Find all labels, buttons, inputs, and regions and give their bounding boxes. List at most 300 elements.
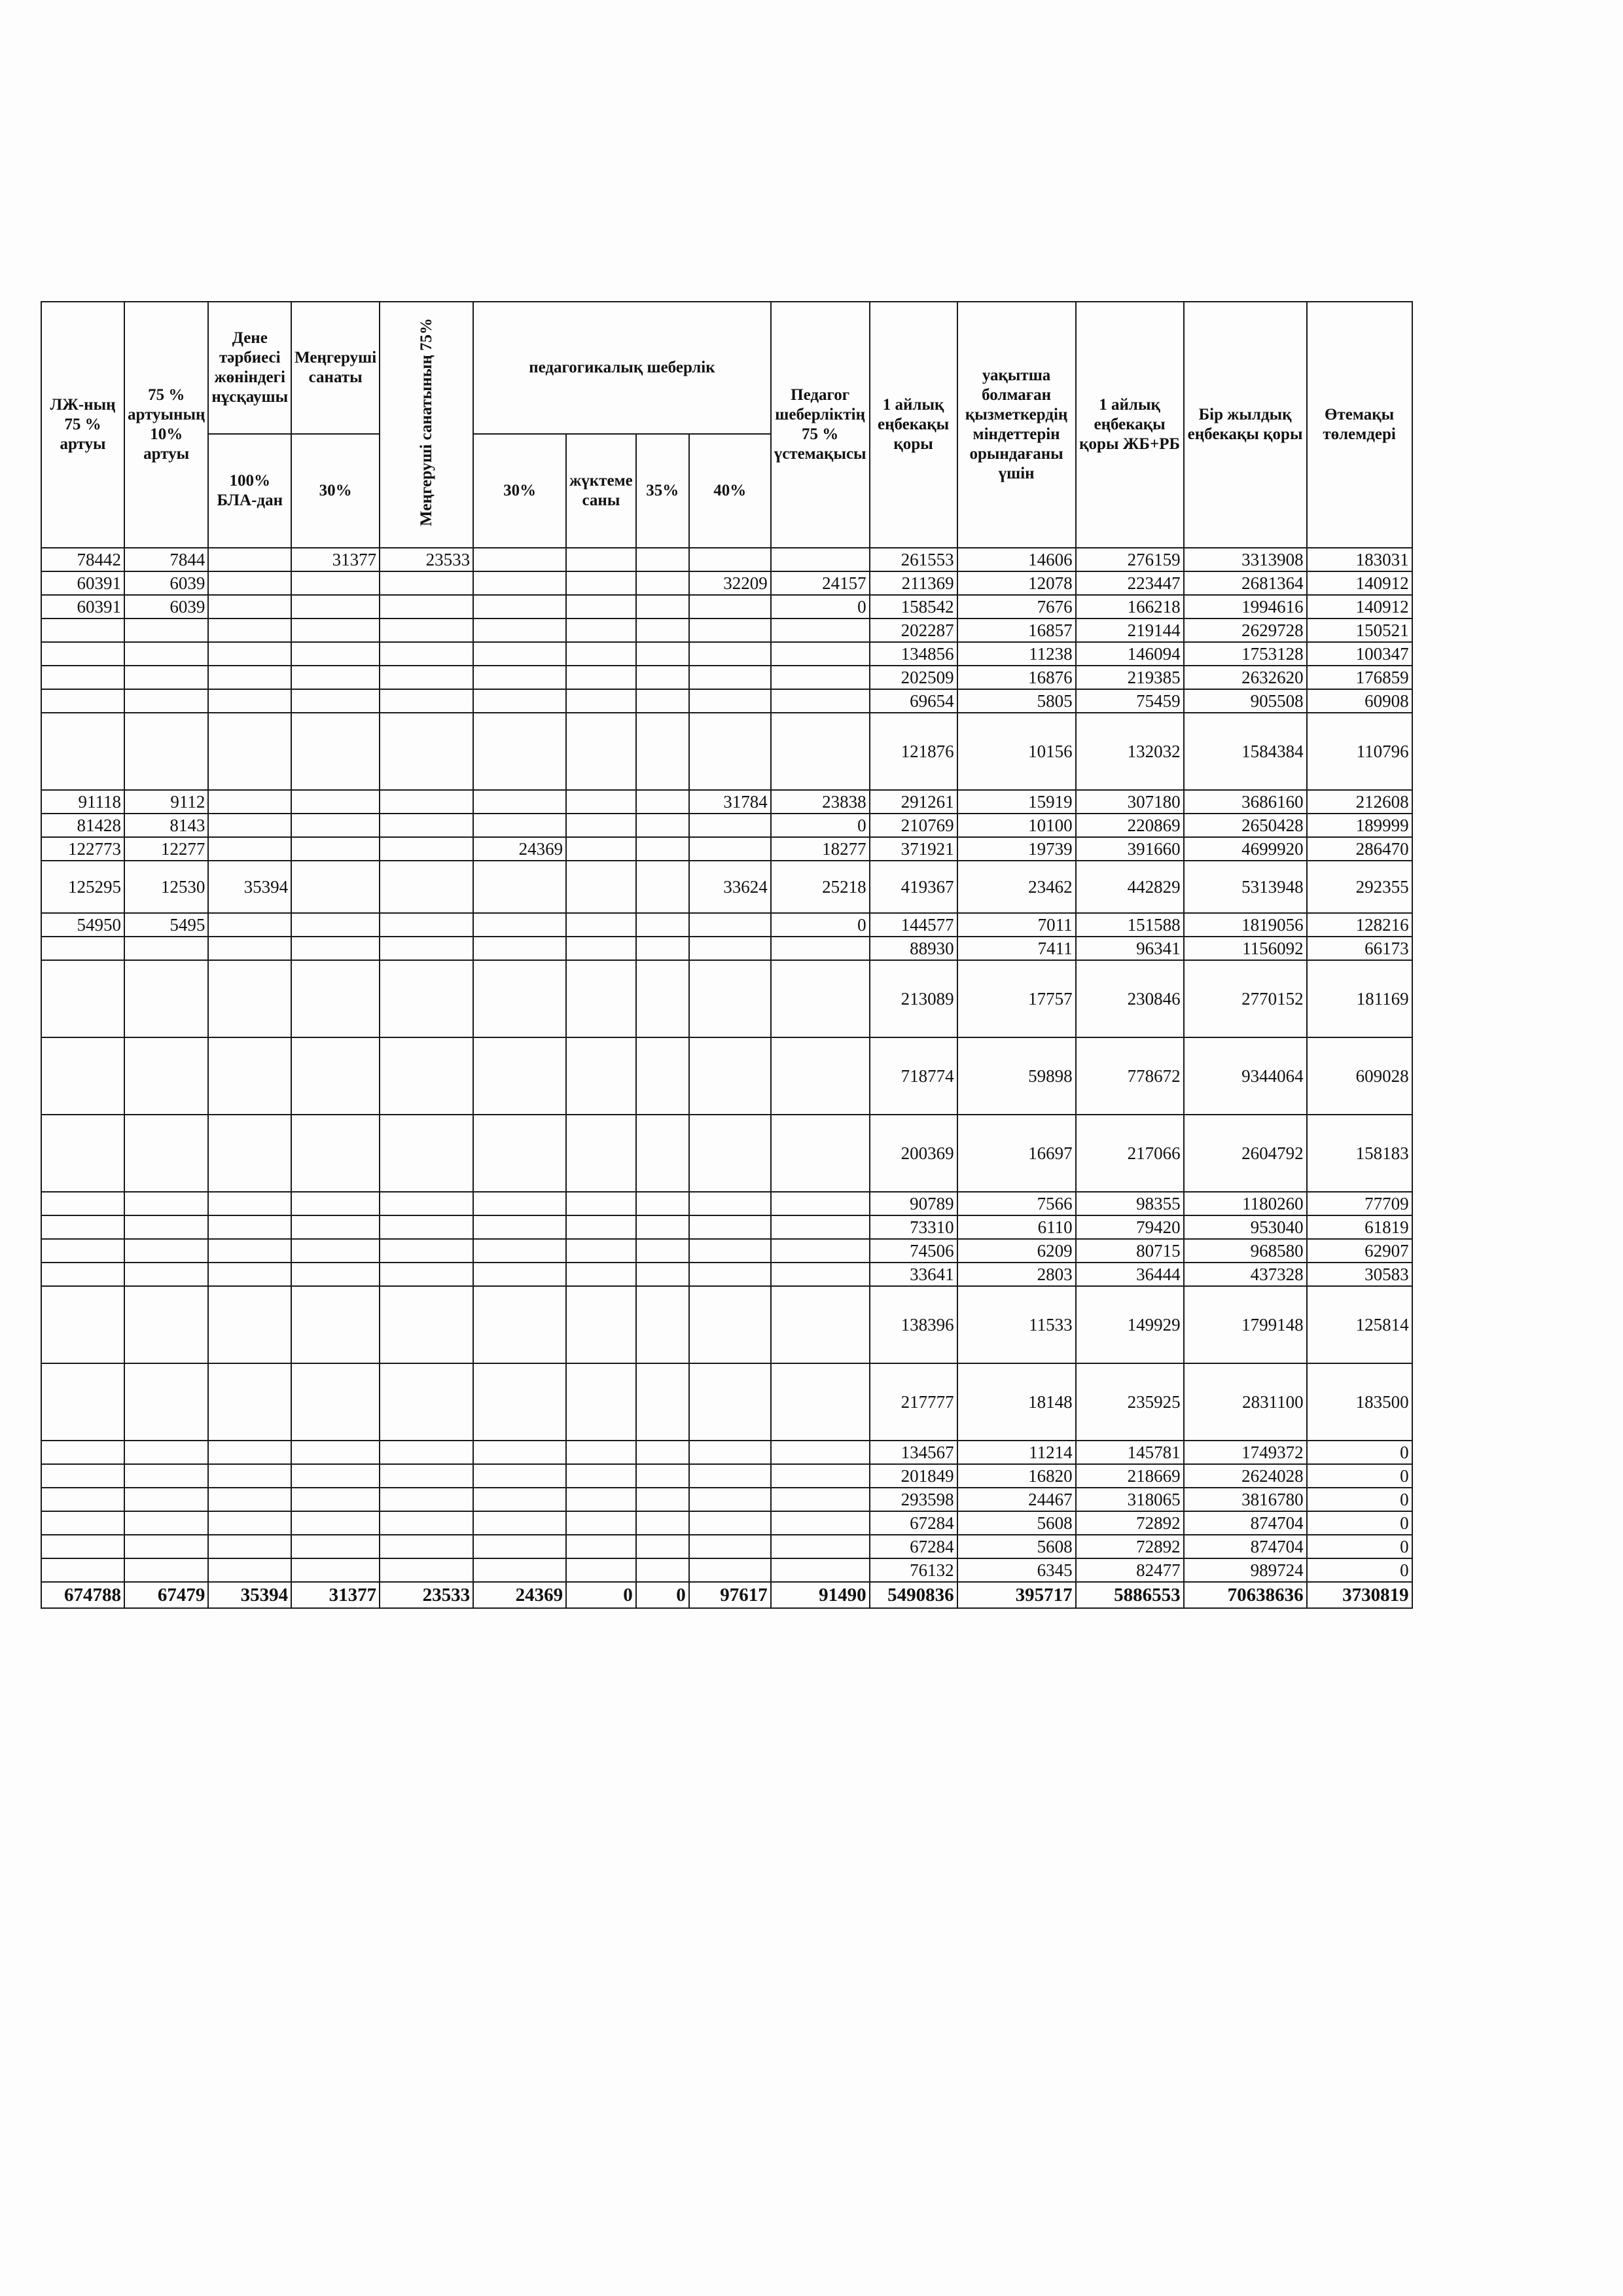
table-cell xyxy=(636,1488,689,1511)
table-cell: 318065 xyxy=(1076,1488,1184,1511)
header-manager-category: Меңгеруші санаты xyxy=(291,302,380,434)
table-cell: 125295 xyxy=(41,861,124,913)
table-cell: 11533 xyxy=(957,1286,1076,1363)
table-cell xyxy=(208,1215,291,1239)
table-cell: 0 xyxy=(1307,1488,1412,1511)
table-cell xyxy=(291,1115,380,1192)
table-cell xyxy=(566,937,636,960)
table-cell: 968580 xyxy=(1184,1239,1307,1263)
table-cell xyxy=(124,619,208,642)
table-cell: 82477 xyxy=(1076,1558,1184,1582)
total-cell: 674788 xyxy=(41,1582,124,1608)
table-cell: 1749372 xyxy=(1184,1441,1307,1464)
table-cell xyxy=(208,1558,291,1582)
table-cell xyxy=(566,571,636,595)
table-cell xyxy=(124,666,208,689)
header-lj-75: ЛЖ-ның 75 % артуы xyxy=(41,302,124,548)
table-cell: 371921 xyxy=(870,837,957,861)
table-cell xyxy=(124,1511,208,1535)
table-row xyxy=(41,619,1412,642)
table-cell: 5608 xyxy=(957,1535,1076,1558)
total-cell: 3730819 xyxy=(1307,1582,1412,1608)
table-cell xyxy=(689,937,771,960)
table-cell xyxy=(473,790,566,814)
table-cell: 69654 xyxy=(870,689,957,713)
table-cell: 6039 xyxy=(124,571,208,595)
table-cell xyxy=(689,666,771,689)
table-cell xyxy=(291,619,380,642)
table-cell: 276159 xyxy=(1076,548,1184,571)
table-cell: 134856 xyxy=(870,642,957,666)
table-row xyxy=(41,1286,1412,1363)
table-cell xyxy=(473,1286,566,1363)
table-row xyxy=(41,1535,1412,1558)
table-cell xyxy=(771,689,870,713)
table-cell xyxy=(566,595,636,619)
table-cell: 217777 xyxy=(870,1363,957,1441)
header-monthly-jb-rb: 1 айлық еңбекақы қоры ЖБ+РБ xyxy=(1076,302,1184,548)
salary-table xyxy=(41,301,1413,1609)
header-compensation: Өтемақы төлемдері xyxy=(1307,302,1412,548)
table-cell xyxy=(566,713,636,790)
table-cell: 183031 xyxy=(1307,548,1412,571)
table-cell xyxy=(41,1263,124,1286)
table-cell xyxy=(380,1115,473,1192)
table-cell: 16876 xyxy=(957,666,1076,689)
table-cell xyxy=(380,1511,473,1535)
total-cell: 0 xyxy=(636,1582,689,1608)
header-pm-load: жүктеме саны xyxy=(566,434,636,548)
table-cell: 989724 xyxy=(1184,1558,1307,1582)
table-cell: 2604792 xyxy=(1184,1115,1307,1192)
table-cell xyxy=(291,713,380,790)
table-cell xyxy=(566,666,636,689)
table-cell: 3686160 xyxy=(1184,790,1307,814)
table-cell xyxy=(636,937,689,960)
table-cell: 66173 xyxy=(1307,937,1412,960)
table-cell xyxy=(380,571,473,595)
table-cell: 230846 xyxy=(1076,960,1184,1037)
table-cell xyxy=(636,1192,689,1215)
table-cell xyxy=(208,666,291,689)
table-cell: 1819056 xyxy=(1184,913,1307,937)
table-cell: 219144 xyxy=(1076,619,1184,642)
table-row xyxy=(41,1488,1412,1511)
table-cell: 307180 xyxy=(1076,790,1184,814)
table-cell xyxy=(124,1441,208,1464)
table-cell xyxy=(636,1464,689,1488)
table-cell xyxy=(380,1286,473,1363)
table-cell xyxy=(636,713,689,790)
table-cell: 0 xyxy=(1307,1441,1412,1464)
table-cell: 72892 xyxy=(1076,1511,1184,1535)
table-cell xyxy=(291,1037,380,1115)
table-cell: 90789 xyxy=(870,1192,957,1215)
table-cell: 905508 xyxy=(1184,689,1307,713)
header-manager-category-sub: 30% xyxy=(291,434,380,548)
header-pe-sub: 100% БЛА-дан xyxy=(208,434,291,548)
table-cell: 100347 xyxy=(1307,642,1412,666)
table-cell xyxy=(291,666,380,689)
table-cell xyxy=(636,861,689,913)
table-cell xyxy=(771,960,870,1037)
table-cell: 75459 xyxy=(1076,689,1184,713)
table-cell xyxy=(689,548,771,571)
table-row xyxy=(41,814,1412,837)
total-cell: 35394 xyxy=(208,1582,291,1608)
table-cell xyxy=(208,642,291,666)
table-cell xyxy=(689,642,771,666)
table-cell xyxy=(771,1286,870,1363)
table-cell: 149929 xyxy=(1076,1286,1184,1363)
table-cell xyxy=(41,619,124,642)
table-cell xyxy=(291,1511,380,1535)
table-cell: 23462 xyxy=(957,861,1076,913)
total-cell: 24369 xyxy=(473,1582,566,1608)
table-cell: 74506 xyxy=(870,1239,957,1263)
table-cell xyxy=(291,595,380,619)
table-cell xyxy=(473,1441,566,1464)
table-cell: 213089 xyxy=(870,960,957,1037)
table-cell xyxy=(566,548,636,571)
table-cell xyxy=(41,937,124,960)
table-cell: 16697 xyxy=(957,1115,1076,1192)
table-cell: 25218 xyxy=(771,861,870,913)
table-cell xyxy=(208,1115,291,1192)
table-cell xyxy=(689,1115,771,1192)
table-cell xyxy=(291,1558,380,1582)
header-pm40: 40% xyxy=(689,434,771,548)
table-cell xyxy=(124,1037,208,1115)
table-cell: 176859 xyxy=(1307,666,1412,689)
table-cell xyxy=(124,1363,208,1441)
header-manager-75 xyxy=(380,302,473,548)
table-cell xyxy=(636,1239,689,1263)
table-cell: 88930 xyxy=(870,937,957,960)
table-cell: 67284 xyxy=(870,1535,957,1558)
table-cell: 18148 xyxy=(957,1363,1076,1441)
table-cell: 30583 xyxy=(1307,1263,1412,1286)
table-cell xyxy=(380,689,473,713)
table-cell xyxy=(566,1535,636,1558)
table-cell xyxy=(473,913,566,937)
total-cell: 70638636 xyxy=(1184,1582,1307,1608)
table-cell: 5608 xyxy=(957,1511,1076,1535)
table-cell xyxy=(124,1192,208,1215)
table-cell xyxy=(473,595,566,619)
table-cell xyxy=(380,1192,473,1215)
table-cell: 60391 xyxy=(41,595,124,619)
table-cell xyxy=(636,790,689,814)
table-cell xyxy=(291,642,380,666)
table-cell xyxy=(771,1263,870,1286)
table-cell xyxy=(124,1464,208,1488)
table-cell: 60908 xyxy=(1307,689,1412,713)
table-cell xyxy=(636,571,689,595)
table-cell xyxy=(208,1441,291,1464)
table-cell: 0 xyxy=(1307,1511,1412,1535)
table-cell xyxy=(380,837,473,861)
table-cell xyxy=(291,571,380,595)
table-cell: 11238 xyxy=(957,642,1076,666)
table-cell xyxy=(689,837,771,861)
table-cell: 2650428 xyxy=(1184,814,1307,837)
table-cell: 79420 xyxy=(1076,1215,1184,1239)
table-cell: 19739 xyxy=(957,837,1076,861)
table-cell xyxy=(208,689,291,713)
table-cell: 2803 xyxy=(957,1263,1076,1286)
table-cell xyxy=(636,1441,689,1464)
table-cell: 128216 xyxy=(1307,913,1412,937)
table-cell xyxy=(771,666,870,689)
table-cell xyxy=(771,548,870,571)
table-cell: 210769 xyxy=(870,814,957,837)
table-cell: 2624028 xyxy=(1184,1464,1307,1488)
table-cell xyxy=(771,1464,870,1488)
table-cell xyxy=(636,1215,689,1239)
table-cell xyxy=(291,814,380,837)
table-cell xyxy=(380,619,473,642)
table-cell: 2629728 xyxy=(1184,619,1307,642)
table-cell: 293598 xyxy=(870,1488,957,1511)
table-cell: 6345 xyxy=(957,1558,1076,1582)
table-cell xyxy=(380,1037,473,1115)
table-cell: 219385 xyxy=(1076,666,1184,689)
table-cell: 7844 xyxy=(124,548,208,571)
table-cell: 145781 xyxy=(1076,1441,1184,1464)
table-cell xyxy=(566,1192,636,1215)
table-cell: 5495 xyxy=(124,913,208,937)
table-cell xyxy=(380,1488,473,1511)
table-cell xyxy=(636,1535,689,1558)
table-cell: 140912 xyxy=(1307,595,1412,619)
table-cell: 17757 xyxy=(957,960,1076,1037)
table-cell: 110796 xyxy=(1307,713,1412,790)
table-cell: 72892 xyxy=(1076,1535,1184,1558)
total-cell: 31377 xyxy=(291,1582,380,1608)
table-cell: 202287 xyxy=(870,619,957,642)
table-cell xyxy=(566,1464,636,1488)
table-cell: 166218 xyxy=(1076,595,1184,619)
table-cell xyxy=(208,1535,291,1558)
header-annual-fund: Бір жылдық еңбекақы қоры xyxy=(1184,302,1307,548)
table-cell: 61819 xyxy=(1307,1215,1412,1239)
totals-row xyxy=(41,1582,1412,1608)
table-cell xyxy=(41,666,124,689)
table-row xyxy=(41,937,1412,960)
table-cell: 1156092 xyxy=(1184,937,1307,960)
table-cell: 200369 xyxy=(870,1115,957,1192)
table-row xyxy=(41,1511,1412,1535)
table-row xyxy=(41,1215,1412,1239)
table-cell xyxy=(771,1488,870,1511)
table-cell xyxy=(380,1558,473,1582)
table-cell xyxy=(124,937,208,960)
table-cell xyxy=(380,1215,473,1239)
table-cell xyxy=(636,1263,689,1286)
table-cell xyxy=(124,1488,208,1511)
table-cell xyxy=(208,1286,291,1363)
table-cell: 212608 xyxy=(1307,790,1412,814)
table-cell: 23838 xyxy=(771,790,870,814)
table-cell xyxy=(380,790,473,814)
total-cell: 395717 xyxy=(957,1582,1076,1608)
table-cell: 2632620 xyxy=(1184,666,1307,689)
table-cell xyxy=(380,960,473,1037)
table-cell xyxy=(636,619,689,642)
table-cell xyxy=(771,713,870,790)
table-cell: 0 xyxy=(771,814,870,837)
table-cell xyxy=(566,1263,636,1286)
table-cell xyxy=(636,689,689,713)
table-cell xyxy=(636,548,689,571)
table-cell: 132032 xyxy=(1076,713,1184,790)
table-cell: 121876 xyxy=(870,713,957,790)
table-cell xyxy=(41,1192,124,1215)
table-cell xyxy=(566,1558,636,1582)
table-cell: 54950 xyxy=(41,913,124,937)
table-cell: 7011 xyxy=(957,913,1076,937)
table-cell xyxy=(380,937,473,960)
table-cell xyxy=(689,913,771,937)
table-cell: 218669 xyxy=(1076,1464,1184,1488)
table-cell xyxy=(771,1558,870,1582)
table-cell: 778672 xyxy=(1076,1037,1184,1115)
table-cell xyxy=(636,1286,689,1363)
table-cell xyxy=(473,571,566,595)
table-cell xyxy=(291,1488,380,1511)
table-row xyxy=(41,1441,1412,1464)
table-cell: 261553 xyxy=(870,548,957,571)
table-cell xyxy=(566,790,636,814)
table-cell xyxy=(566,689,636,713)
table-cell xyxy=(208,1488,291,1511)
table-cell xyxy=(473,1488,566,1511)
table-cell: 5805 xyxy=(957,689,1076,713)
table-cell xyxy=(208,937,291,960)
table-cell xyxy=(566,1037,636,1115)
table-cell xyxy=(689,1535,771,1558)
table-cell: 1180260 xyxy=(1184,1192,1307,1215)
table-cell xyxy=(291,1363,380,1441)
table-cell: 138396 xyxy=(870,1286,957,1363)
table-cell: 1753128 xyxy=(1184,642,1307,666)
header-pm35: 35% xyxy=(636,434,689,548)
table-cell xyxy=(771,619,870,642)
table-cell: 146094 xyxy=(1076,642,1184,666)
total-cell: 67479 xyxy=(124,1582,208,1608)
table-cell xyxy=(473,1464,566,1488)
table-cell xyxy=(124,1115,208,1192)
table-cell: 7566 xyxy=(957,1192,1076,1215)
table-cell xyxy=(291,1239,380,1263)
table-row xyxy=(41,913,1412,937)
table-cell: 23533 xyxy=(380,548,473,571)
table-cell: 223447 xyxy=(1076,571,1184,595)
table-cell xyxy=(41,1215,124,1239)
table-cell xyxy=(689,960,771,1037)
table-cell: 953040 xyxy=(1184,1215,1307,1239)
table-cell: 14606 xyxy=(957,548,1076,571)
table-cell xyxy=(41,1363,124,1441)
table-cell xyxy=(41,1488,124,1511)
table-cell xyxy=(291,1263,380,1286)
table-cell xyxy=(473,814,566,837)
table-cell: 718774 xyxy=(870,1037,957,1115)
table-cell xyxy=(473,619,566,642)
table-row xyxy=(41,1558,1412,1582)
table-cell xyxy=(636,1037,689,1115)
table-cell xyxy=(41,1286,124,1363)
header-ped-bonus: Педагог шеберліктің 75 % үстемақысы xyxy=(771,302,870,548)
table-cell: 158183 xyxy=(1307,1115,1412,1192)
table-cell: 98355 xyxy=(1076,1192,1184,1215)
table-cell xyxy=(208,548,291,571)
table-cell xyxy=(124,642,208,666)
table-cell xyxy=(473,1558,566,1582)
table-cell xyxy=(636,1363,689,1441)
table-cell xyxy=(689,619,771,642)
table-cell: 9112 xyxy=(124,790,208,814)
table-cell: 12078 xyxy=(957,571,1076,595)
table-cell: 6039 xyxy=(124,595,208,619)
table-row xyxy=(41,571,1412,595)
table-cell xyxy=(689,595,771,619)
table-cell xyxy=(291,1464,380,1488)
table-cell xyxy=(41,713,124,790)
table-cell xyxy=(124,960,208,1037)
table-cell: 24369 xyxy=(473,837,566,861)
table-cell: 11214 xyxy=(957,1441,1076,1464)
table-cell xyxy=(473,689,566,713)
table-body xyxy=(41,548,1412,1608)
table-cell xyxy=(771,1215,870,1239)
table-cell xyxy=(41,1464,124,1488)
table-cell xyxy=(291,1215,380,1239)
table-cell: 67284 xyxy=(870,1511,957,1535)
table-cell: 2770152 xyxy=(1184,960,1307,1037)
table-cell: 140912 xyxy=(1307,571,1412,595)
table-cell xyxy=(380,913,473,937)
table-cell xyxy=(771,1115,870,1192)
table-cell xyxy=(124,1215,208,1239)
table-cell xyxy=(689,1464,771,1488)
table-cell xyxy=(566,1286,636,1363)
table-cell xyxy=(771,937,870,960)
table-cell: 2681364 xyxy=(1184,571,1307,595)
table-cell xyxy=(380,666,473,689)
table-cell xyxy=(566,1115,636,1192)
table-row xyxy=(41,1239,1412,1263)
total-cell: 0 xyxy=(566,1582,636,1608)
table-cell xyxy=(208,837,291,861)
table-cell xyxy=(689,1558,771,1582)
table-cell: 874704 xyxy=(1184,1511,1307,1535)
table-cell: 419367 xyxy=(870,861,957,913)
table-cell xyxy=(41,1239,124,1263)
table-cell: 3313908 xyxy=(1184,548,1307,571)
table-cell: 60391 xyxy=(41,571,124,595)
table-cell xyxy=(689,1192,771,1215)
table-cell xyxy=(566,861,636,913)
table-cell: 122773 xyxy=(41,837,124,861)
table-cell xyxy=(208,1037,291,1115)
table-cell xyxy=(473,1192,566,1215)
table-row xyxy=(41,1115,1412,1192)
table-cell xyxy=(689,1363,771,1441)
table-row xyxy=(41,548,1412,571)
table-cell xyxy=(208,1363,291,1441)
